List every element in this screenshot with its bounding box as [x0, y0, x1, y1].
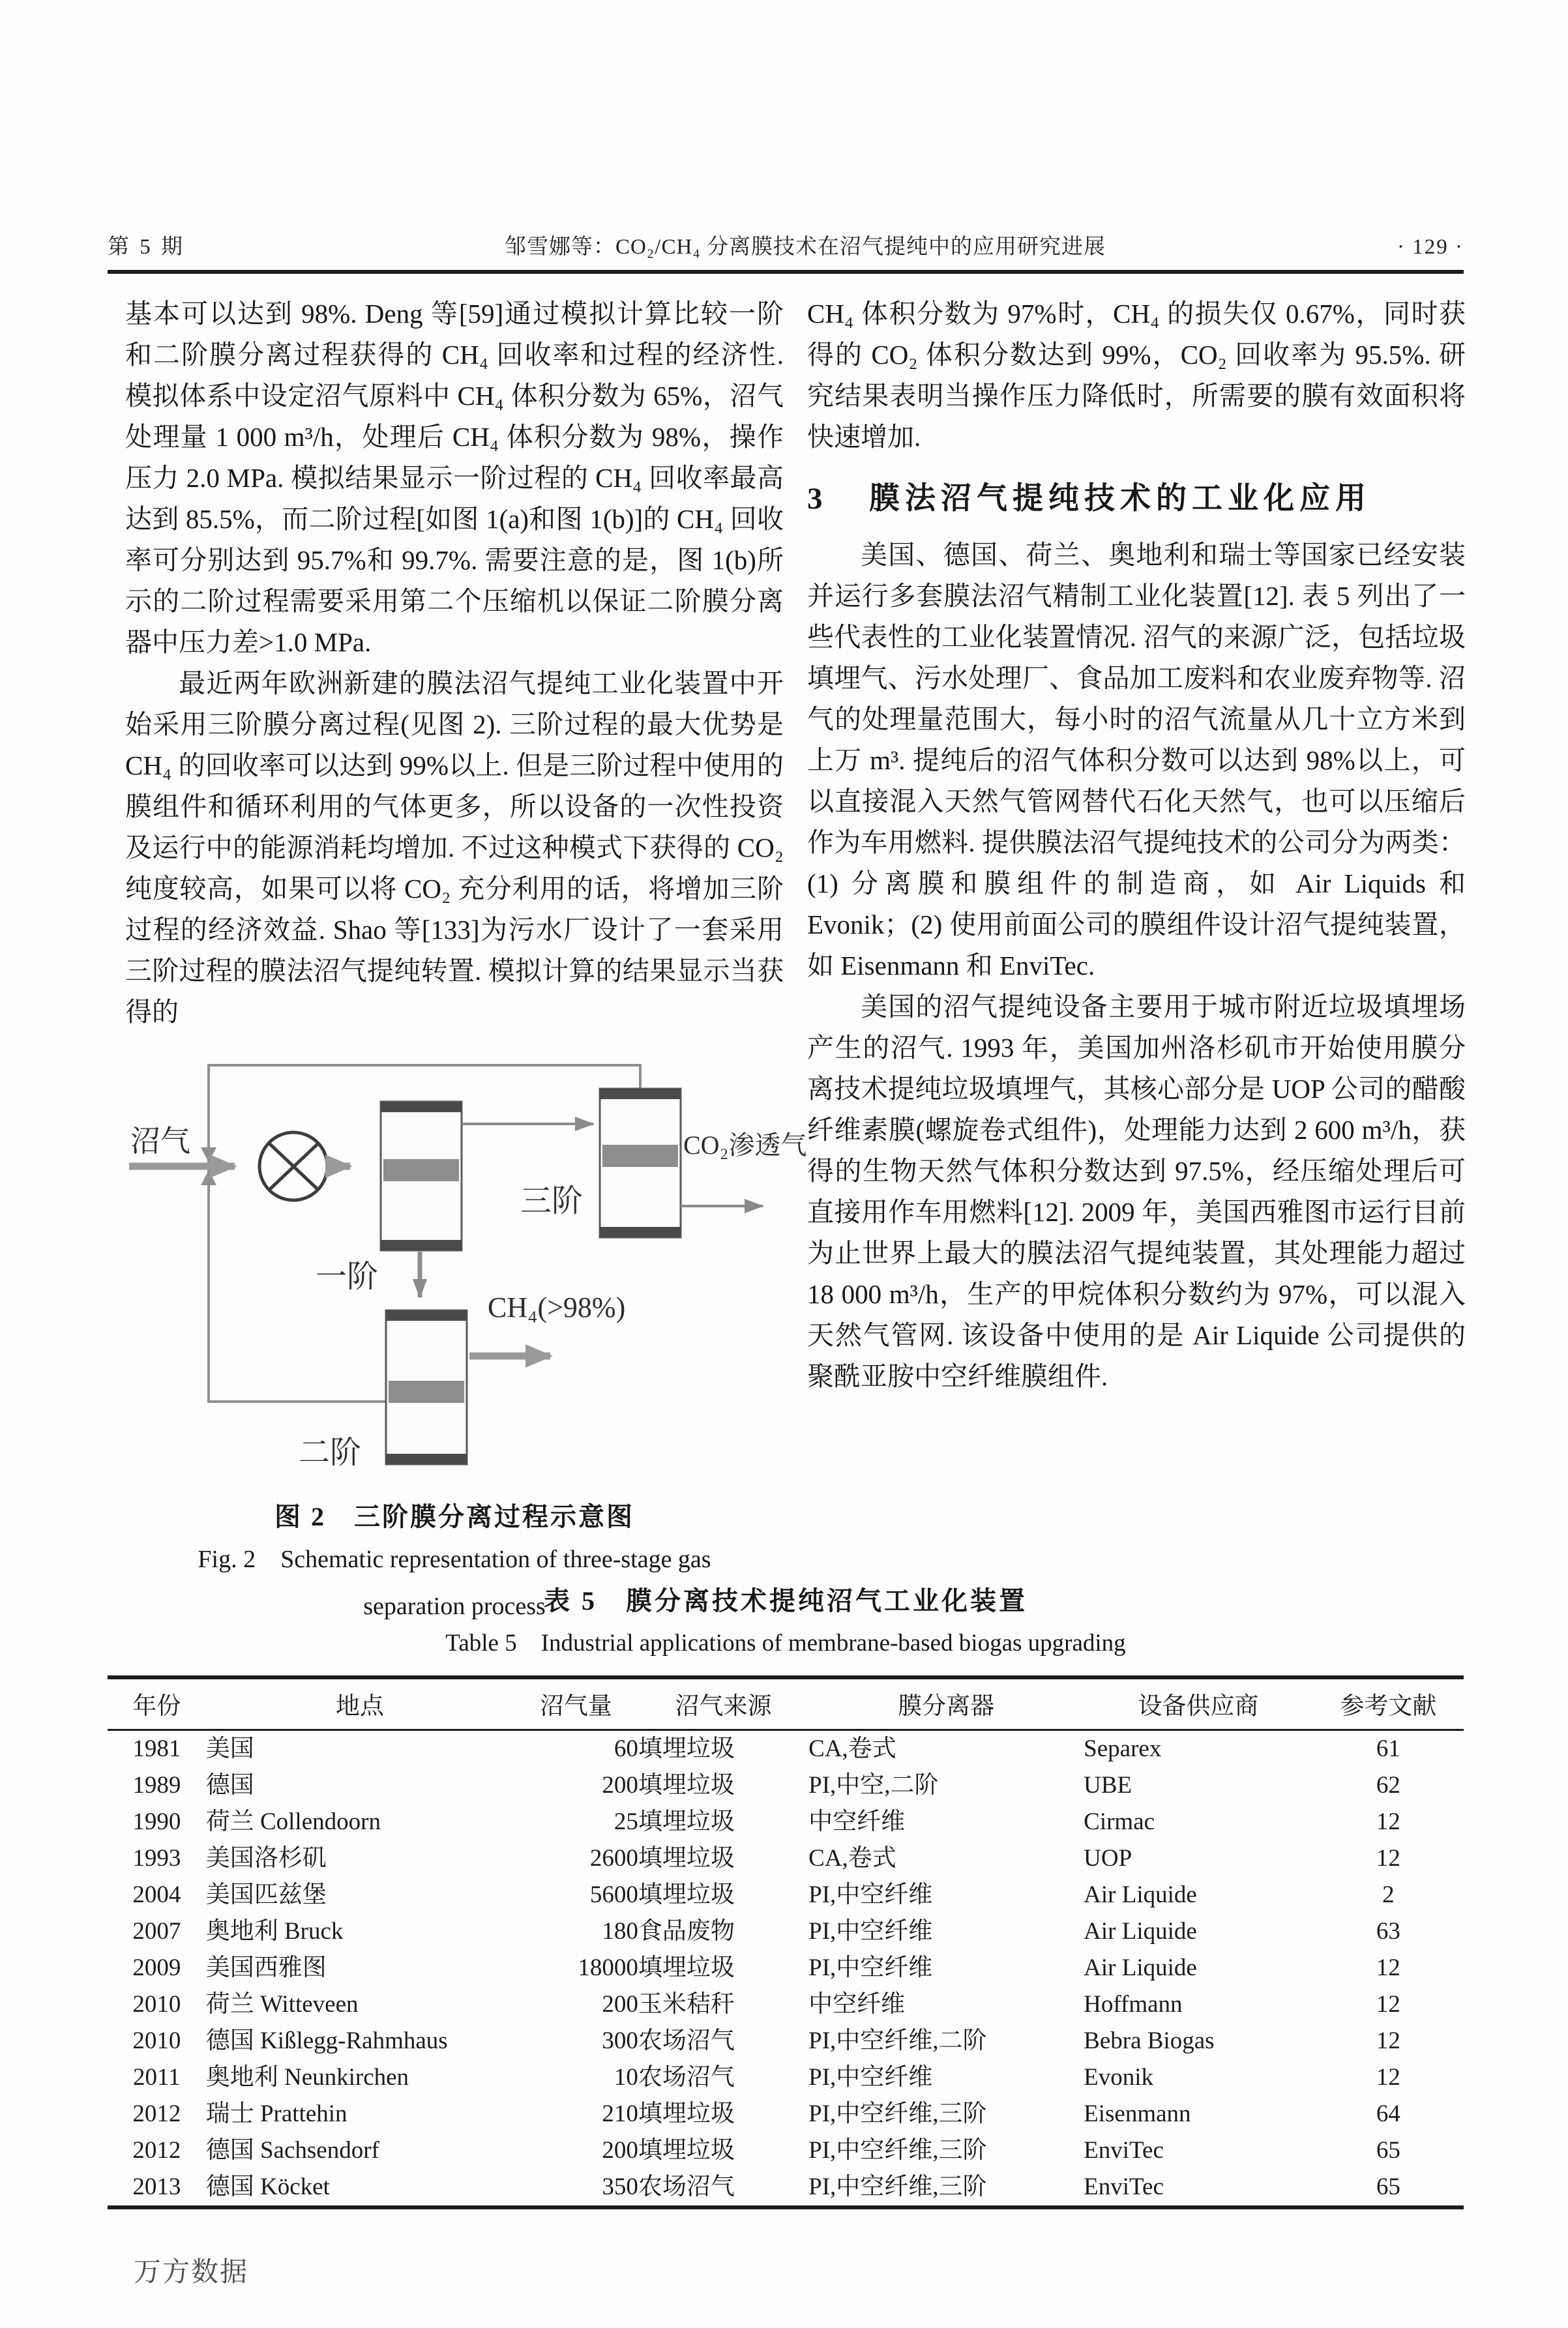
- table-cell: 美国: [205, 1735, 254, 1762]
- paragraph: 最近两年欧洲新建的膜法沼气提纯工业化装置中开始采用三阶膜分离过程(见图 2). 三阶过程的最大优势是 CH₄ 的回收率可以达到 99%以上. 但是三阶过程中使用的膜组件和循环利用的气体更多，所以设备的一次性投资及运行中的能源消耗均增加. 不过这种模式下获得的 CO₂ 纯度较高，如果可以将 CO₂ 充分利用的话，将增加三阶过程的经济效益. Shao 等[133]为污水厂设计了一套采用三阶过程的膜法沼气提纯转置. 模拟计算的结果显示当获得的: [125, 668, 784, 1027]
- issue-number: 第 5 期: [108, 235, 185, 259]
- table-cell: Separex: [1084, 1735, 1162, 1762]
- table-cell: PI,中空纤维,三阶: [808, 2137, 987, 2164]
- figure2-diagram: [125, 1055, 807, 1479]
- table-cell: Bebra Biogas: [1084, 2027, 1215, 2054]
- table-cell: 奥地利 Neunkirchen: [205, 2064, 409, 2091]
- table-header-cell: 沼气来源: [638, 1677, 808, 1730]
- table-cell: 2009: [132, 1954, 181, 1981]
- table-cell: 12: [1376, 1991, 1400, 2018]
- table-row: [108, 2023, 1464, 2059]
- table-cell: 12: [1376, 2027, 1400, 2054]
- table-cell: 210: [602, 2100, 638, 2127]
- table-cell: 18000: [578, 1954, 638, 1981]
- table-cell: 5600: [589, 1881, 638, 1908]
- table-cell: 60: [614, 1735, 638, 1762]
- table-body: [108, 1730, 1464, 2208]
- table-row: [108, 2132, 1464, 2169]
- table-cell: PI,中空纤维,三阶: [808, 2100, 987, 2127]
- co2-permeate-label: CO₂渗透气: [683, 1130, 807, 1160]
- table-cell: Air Liquide: [1084, 1954, 1197, 1981]
- page-number: · 129 ·: [1397, 235, 1464, 259]
- table-cell: 荷兰 Collendoorn: [205, 1808, 381, 1835]
- table-cell: 德国: [205, 1772, 254, 1799]
- table-cell: Hoffmann: [1084, 1991, 1183, 2018]
- membrane-module-stage2: [386, 1310, 467, 1464]
- table-row: [108, 1913, 1464, 1950]
- table5: [108, 1675, 1464, 2209]
- table-row: [108, 1840, 1464, 1877]
- paragraph: 美国的沼气提纯设备主要用于城市附近垃圾填埋场产生的沼气. 1993 年，美国加州洛杉矶市开始使用膜分离技术提纯垃圾填埋气，其核心部分是 UOP 公司的醋酸纤维素膜(螺旋卷式组件)，处理能力达到 2 600 m³/h，获得的生物天然气体积分数达到 97.5%，经压缩处理后可直接用作车用燃料[12]. 2009 年，美国西雅图市运行目前为止世界上最大的膜法沼气提纯装置，其处理能力超过 18 000 m³/h，生产的甲烷体积分数约为 97%，可以混入天然气管网. 该设备中使用的是 Air Liquide 公司提供的聚酰亚胺中空纤维膜组件.: [807, 992, 1466, 1391]
- text-columns: [125, 293, 1466, 1630]
- junction-arrow-up-icon: [201, 1170, 216, 1185]
- table-cell: 美国匹兹堡: [205, 1881, 327, 1908]
- table-cell: 65: [1376, 2173, 1400, 2200]
- watermark-text: 万方数据: [134, 2258, 249, 2288]
- table-cell: 德国 Kißlegg-Rahmhaus: [205, 2027, 448, 2054]
- table-cell: 2004: [132, 1881, 181, 1908]
- table-cell: 美国西雅图: [205, 1954, 327, 1981]
- table-cell: Evonik: [1084, 2064, 1154, 2091]
- table-header-cell: 年份: [108, 1677, 206, 1730]
- table-cell: EnviTec: [1084, 2173, 1164, 2200]
- table-cell: 2011: [133, 2064, 181, 2091]
- stage1-label: 一阶: [316, 1260, 379, 1294]
- table-cell: EnviTec: [1084, 2137, 1164, 2164]
- table-cell: Air Liquide: [1084, 1918, 1197, 1945]
- section-heading: [807, 476, 1466, 522]
- table-cell: 2012: [132, 2137, 181, 2164]
- membrane-module-stage1: [381, 1102, 462, 1250]
- table-row: [108, 2096, 1464, 2132]
- table-cell: 25: [614, 1808, 638, 1835]
- table-cell: 12: [1376, 1845, 1400, 1872]
- table-cell: UBE: [1084, 1772, 1132, 1799]
- table5-section: [108, 1583, 1464, 2209]
- table-cell: 2013: [132, 2173, 181, 2200]
- table-cell: 填埋垃圾: [638, 1881, 735, 1908]
- table-cell: PI,中空纤维,二阶: [808, 2027, 987, 2054]
- figure2-caption-en-line2: separation process: [363, 1593, 546, 1620]
- right-column: [807, 293, 1466, 1630]
- junction-arrow-down-icon: [201, 1147, 216, 1162]
- table-header-cell: 地点: [206, 1677, 514, 1730]
- table-cell: PI,中空纤维: [808, 1918, 933, 1945]
- table-cell: 农场沼气: [638, 2064, 735, 2091]
- table-cell: 2010: [132, 2027, 181, 2054]
- membrane-module-stage3: [600, 1089, 681, 1237]
- table-cell: 填埋垃圾: [638, 2100, 735, 2127]
- table-cell: 1993: [132, 1845, 181, 1872]
- table-cell: Air Liquide: [1084, 1881, 1197, 1908]
- table-header-cell: 膜分离器: [808, 1677, 1084, 1730]
- table-cell: PI,中空纤维,三阶: [808, 2173, 987, 2200]
- table5-title-cn: 表 5 膜分离技术提纯沼气工业化装置: [544, 1586, 1028, 1615]
- table-cell: 填埋垃圾: [638, 1735, 735, 1762]
- table-cell: 180: [602, 1918, 638, 1945]
- table-cell: 填埋垃圾: [638, 1808, 735, 1835]
- table-cell: 2007: [132, 1918, 181, 1945]
- table-cell: 63: [1376, 1918, 1400, 1945]
- table-cell: 美国洛杉矶: [205, 1845, 327, 1872]
- table-cell: 1981: [132, 1735, 181, 1762]
- table-cell: 61: [1376, 1735, 1400, 1762]
- ch4-product-label: CH₄(>98%): [488, 1291, 626, 1323]
- table-cell: 200: [602, 1772, 638, 1799]
- section-title: 膜法沼气提纯技术的工业化应用: [869, 482, 1371, 516]
- paragraph: 美国、德国、荷兰、奥地利和瑞士等国家已经安装并运行多套膜法沼气精制工业化装置[12]. 表 5 列出了一些代表性的工业化装置情况. 沼气的来源广泛，包括垃圾填埋气、污水处理厂、食品加工废料和农业废弃物等. 沼气的处理量范围大，每小时的沼气流量从几十立方米到上万 m³. 提纯后的沼气体积分数可以达到 98%以上，可以直接混入天然气管网替代石化天然气，也可以压缩后作为车用燃料. 提供膜法沼气提纯技术的公司分为两类：(1) 分离膜和膜组件的制造商，如 Air Liquids 和 Evonik；(2) 使用前面公司的膜组件设计沼气提纯装置，如 Eisenmann 和 EnviTec.: [807, 540, 1466, 980]
- table-cell: 奥地利 Bruck: [205, 1918, 344, 1945]
- section-number: 3: [807, 482, 823, 516]
- table-cell: 填埋垃圾: [638, 1772, 735, 1799]
- stage3-label: 三阶: [520, 1184, 584, 1218]
- paragraph: CH₄ 体积分数为 97%时，CH₄ 的损失仅 0.67%，同时获得的 CO₂ 体积分数达到 99%，CO₂ 回收率为 95.5%. 研究结果表明当操作压力降低时，所需要的膜有效面积将快速增加.: [807, 299, 1466, 452]
- table-cell: 填埋垃圾: [638, 1954, 735, 1981]
- table-cell: Eisenmann: [1084, 2100, 1191, 2127]
- table-cell: 德国 Köcket: [205, 2173, 330, 2200]
- table-cell: 食品废物: [638, 1918, 735, 1945]
- table-row: [108, 1804, 1464, 1840]
- table-cell: 中空纤维: [808, 1991, 906, 2018]
- table-cell: 2012: [132, 2100, 181, 2127]
- table-cell: 12: [1376, 1808, 1400, 1835]
- table-cell: 德国 Sachsendorf: [205, 2137, 379, 2164]
- running-title: 邹雪娜等：CO₂/CH₄ 分离膜技术在沼气提纯中的应用研究进展: [504, 235, 1106, 259]
- table5-title-en: Table 5 Industrial applications of membrane-based biogas upgrading: [445, 1630, 1126, 1657]
- figure2-caption-cn: 图 2 三阶膜分离过程示意图: [274, 1502, 634, 1531]
- table-header-row: [108, 1677, 1464, 1730]
- table-cell: 10: [614, 2064, 638, 2091]
- table-row: [108, 2059, 1464, 2096]
- table-row: [108, 1730, 1464, 1768]
- paragraph: 基本可以达到 98%. Deng 等[59]通过模拟计算比较一阶和二阶膜分离过程获得的 CH₄ 回收率和过程的经济性. 模拟体系中设定沼气原料中 CH₄ 体积分数为 65%，沼气处理量 1 000 m³/h，处理后 CH₄ 体积分数为 98%，操作压力 2.0 MPa. 模拟结果显示一阶过程的 CH₄ 回收率最高达到 85.5%，而二阶过程[如图 1(a)和图 1(b)]的 CH₄ 回收率可分别达到 95.7%和 99.7%. 需要注意的是，图 1(b)所示的二阶过程需要采用第二个压缩机以保证二阶膜分离器中压力差>1.0 MPa.: [125, 299, 784, 657]
- table-cell: UOP: [1084, 1845, 1132, 1872]
- table-row: [108, 1877, 1464, 1913]
- table-row: [108, 1767, 1464, 1804]
- table-cell: 2: [1382, 1881, 1395, 1908]
- compressor-icon: [259, 1132, 327, 1200]
- table-cell: 200: [602, 1991, 638, 2018]
- biogas-label: 沼气: [130, 1125, 190, 1158]
- table-cell: 2600: [589, 1845, 638, 1872]
- table-cell: 1989: [132, 1772, 181, 1799]
- table-row: [108, 2169, 1464, 2207]
- table-cell: 1990: [132, 1808, 181, 1835]
- table-cell: PI,中空纤维: [808, 1954, 933, 1981]
- table-header-cell: 参考文献: [1313, 1677, 1464, 1730]
- table-cell: 200: [602, 2137, 638, 2164]
- table-cell: 12: [1376, 2064, 1400, 2091]
- table-cell: CA,卷式: [808, 1845, 896, 1872]
- table-row: [108, 1950, 1464, 1986]
- table-cell: 300: [602, 2027, 638, 2054]
- table-cell: 62: [1376, 1772, 1400, 1799]
- table-header-cell: 设备供应商: [1084, 1677, 1313, 1730]
- table-cell: 350: [602, 2173, 638, 2200]
- table-header: [108, 1677, 1464, 1730]
- table-cell: Cirmac: [1084, 1808, 1155, 1835]
- table-cell: 瑞士 Prattehin: [205, 2100, 348, 2127]
- table-cell: 2010: [132, 1991, 181, 2018]
- table-cell: 农场沼气: [638, 2173, 735, 2200]
- table-cell: 荷兰 Witteveen: [205, 1991, 359, 2018]
- table-cell: 12: [1376, 1954, 1400, 1981]
- table-cell: 64: [1376, 2100, 1400, 2127]
- table-row: [108, 1986, 1464, 2023]
- table-cell: 农场沼气: [638, 2027, 735, 2054]
- table-cell: PI,中空纤维: [808, 2064, 933, 2091]
- header-rule: [108, 270, 1464, 274]
- table-cell: 玉米秸秆: [638, 1991, 735, 2018]
- table-header-cell: 沼气量: [514, 1677, 638, 1730]
- page-header: [108, 229, 1464, 260]
- table-cell: 填埋垃圾: [638, 2137, 735, 2164]
- figure2-caption-en-line1: Fig. 2 Schematic representation of three-stage gas: [198, 1546, 711, 1573]
- table-cell: PI,中空,二阶: [808, 1772, 939, 1799]
- table-cell: CA,卷式: [808, 1735, 896, 1762]
- table-cell: PI,中空纤维: [808, 1881, 933, 1908]
- table-cell: 中空纤维: [808, 1808, 906, 1835]
- table-cell: 65: [1376, 2137, 1400, 2164]
- table-cell: 填埋垃圾: [638, 1845, 735, 1872]
- stage2-label: 二阶: [299, 1436, 362, 1470]
